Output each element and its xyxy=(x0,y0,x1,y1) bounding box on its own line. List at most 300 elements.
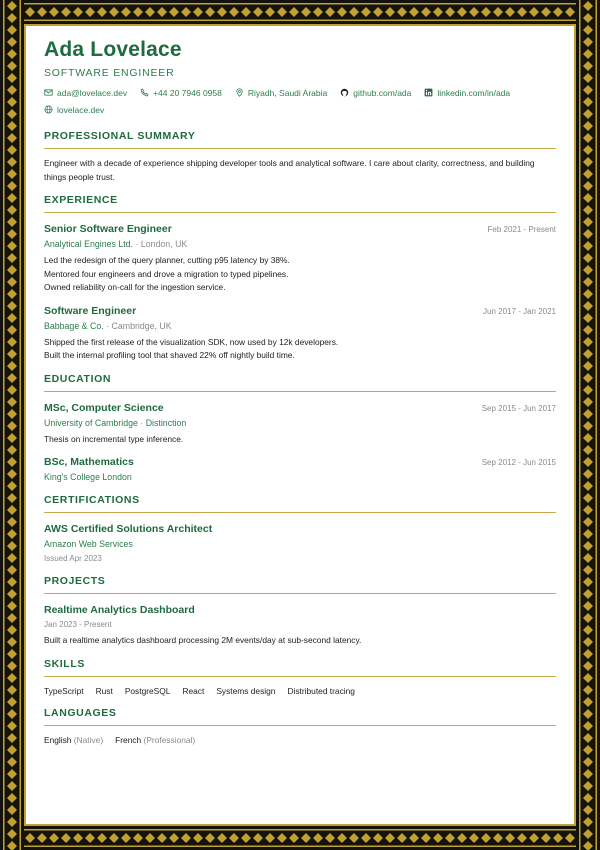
border-diamond xyxy=(121,833,131,843)
border-diamond xyxy=(169,833,179,843)
border-diamond xyxy=(583,457,593,467)
border-diamond xyxy=(301,833,311,843)
border-diamond xyxy=(583,241,593,251)
border-diamond xyxy=(277,7,287,17)
border-diamond xyxy=(529,833,539,843)
degree-note: Thesis on incremental type inference. xyxy=(44,433,184,444)
location-pin-icon xyxy=(235,88,244,97)
border-diamond xyxy=(541,7,551,17)
skill-item: PostgreSQL xyxy=(124,685,171,696)
border-diamond xyxy=(583,517,593,527)
section-title-education: EDUCATION xyxy=(44,373,556,392)
border-diamond xyxy=(229,7,239,17)
border-diamond xyxy=(583,493,593,503)
border-diamond xyxy=(7,793,17,803)
border-diamond xyxy=(583,133,593,143)
contact-phone-text: +44 20 7946 0958 xyxy=(153,87,222,98)
border-diamond xyxy=(493,833,503,843)
summary-text: Engineer with a decade of experience shipping developer tools and analytical software. I care about clarity, correctness, and building things people trust. xyxy=(44,158,535,182)
border-diamond xyxy=(7,229,17,239)
border-diamond xyxy=(583,433,593,443)
border-diamond xyxy=(157,833,167,843)
border-diamond xyxy=(583,421,593,431)
project-description-block xyxy=(44,634,556,648)
language-item xyxy=(44,734,103,746)
border-diamond xyxy=(337,833,347,843)
entry-header xyxy=(44,304,556,318)
border-diamond xyxy=(583,769,593,779)
border-diamond xyxy=(7,97,17,107)
border-diamond xyxy=(517,7,527,17)
diamond-pattern-left xyxy=(0,0,24,850)
section-education xyxy=(44,373,556,485)
language-level: (Native) xyxy=(73,734,104,745)
separator-dot: · xyxy=(137,417,146,428)
border-diamond xyxy=(253,833,263,843)
border-diamond xyxy=(583,841,593,850)
section-title-certifications: CERTIFICATIONS xyxy=(44,494,556,513)
border-diamond xyxy=(7,613,17,623)
border-diamond xyxy=(97,833,107,843)
border-diamond xyxy=(49,7,59,17)
border-diamond xyxy=(73,833,83,843)
border-diamond xyxy=(583,781,593,791)
border-diamond xyxy=(583,805,593,815)
contact-github[interactable] xyxy=(340,86,411,99)
contact-location-text: Riyadh, Saudi Arabia xyxy=(247,87,328,98)
border-diamond xyxy=(583,817,593,827)
border-diamond xyxy=(469,7,479,17)
border-diamond xyxy=(373,7,383,17)
border-diamond xyxy=(7,157,17,167)
border-diamond xyxy=(7,697,17,707)
education-entry xyxy=(44,455,556,484)
job-highlight: Owned reliability on-call for the ingestion service. xyxy=(44,282,226,292)
border-diamond xyxy=(7,73,17,83)
border-diamond xyxy=(565,7,575,17)
border-diamond xyxy=(583,301,593,311)
border-diamond xyxy=(583,757,593,767)
border-diamond xyxy=(193,833,203,843)
entry-header xyxy=(44,455,556,469)
border-diamond xyxy=(265,7,275,17)
border-diamond xyxy=(7,637,17,647)
border-diamond xyxy=(7,517,17,527)
section-projects xyxy=(44,575,556,648)
border-diamond xyxy=(7,409,17,419)
border-diamond xyxy=(7,649,17,659)
border-diamond xyxy=(445,833,455,843)
border-diamond xyxy=(7,481,17,491)
border-diamond xyxy=(583,337,593,347)
skill-item: React xyxy=(182,685,205,696)
contact-email-text: ada@lovelace.dev xyxy=(57,87,128,98)
section-experience xyxy=(44,194,556,363)
border-diamond xyxy=(205,7,215,17)
border-diamond xyxy=(7,397,17,407)
job-highlights xyxy=(44,254,556,295)
border-diamond xyxy=(61,7,71,17)
border-diamond xyxy=(397,7,407,17)
diamond-pattern-right xyxy=(576,0,600,850)
border-diamond xyxy=(583,685,593,695)
project-description: Built a realtime analytics dashboard processing 2M events/day at sub-second latency. xyxy=(44,635,362,645)
border-diamond xyxy=(7,841,17,850)
border-diamond xyxy=(7,457,17,467)
job-location: Cambridge, UK xyxy=(111,320,172,331)
section-title-summary: PROFESSIONAL SUMMARY xyxy=(44,130,556,149)
border-diamond xyxy=(325,7,335,17)
border-diamond xyxy=(7,673,17,683)
border-diamond xyxy=(583,97,593,107)
border-diamond xyxy=(7,37,17,47)
contact-linkedin-text: linkedin.com/in/ada xyxy=(437,87,511,98)
border-diamond xyxy=(7,529,17,539)
separator-dot: · xyxy=(133,239,141,249)
section-certifications xyxy=(44,494,556,565)
border-diamond xyxy=(373,833,383,843)
job-title: Software Engineer xyxy=(44,304,137,317)
border-diamond xyxy=(7,313,17,323)
border-diamond xyxy=(583,109,593,119)
border-diamond xyxy=(457,7,467,17)
border-diamond xyxy=(583,193,593,203)
skill-item: Systems design xyxy=(216,685,276,696)
border-diamond xyxy=(7,145,17,155)
language-name: French xyxy=(115,734,142,745)
border-diamond xyxy=(121,7,131,17)
border-diamond xyxy=(7,757,17,767)
border-diamond xyxy=(25,7,35,17)
border-diamond xyxy=(583,25,593,35)
contact-list xyxy=(44,86,556,116)
border-diamond xyxy=(7,433,17,443)
border-diamond xyxy=(7,25,17,35)
border-diamond xyxy=(583,1,593,11)
border-diamond xyxy=(181,833,191,843)
contact-website[interactable] xyxy=(44,103,104,116)
degree-date: Sep 2015 - Jun 2017 xyxy=(481,403,556,413)
border-diamond xyxy=(7,445,17,455)
skill-item: TypeScript xyxy=(44,685,84,696)
border-diamond xyxy=(517,833,527,843)
border-band-bottom xyxy=(0,826,600,850)
border-diamond xyxy=(7,289,17,299)
job-company-line xyxy=(44,237,556,251)
contact-email[interactable] xyxy=(44,86,127,99)
border-diamond xyxy=(583,577,593,587)
border-diamond xyxy=(493,7,503,17)
border-diamond xyxy=(7,805,17,815)
border-diamond xyxy=(583,721,593,731)
border-diamond xyxy=(583,409,593,419)
border-diamond xyxy=(25,833,35,843)
border-diamond xyxy=(583,709,593,719)
border-diamond xyxy=(313,833,323,843)
border-diamond xyxy=(97,7,107,17)
border-diamond xyxy=(583,169,593,179)
border-diamond xyxy=(109,7,119,17)
language-name: English xyxy=(44,734,72,745)
project-date: Jan 2023 - Present xyxy=(44,620,112,629)
border-diamond xyxy=(7,1,17,11)
border-diamond xyxy=(565,833,575,843)
contact-linkedin[interactable] xyxy=(424,86,510,99)
border-diamond xyxy=(7,205,17,215)
candidate-role: SOFTWARE ENGINEER xyxy=(44,67,175,79)
border-diamond xyxy=(241,7,251,17)
border-diamond xyxy=(73,7,83,17)
border-diamond xyxy=(7,469,17,479)
border-diamond xyxy=(583,505,593,515)
border-diamond xyxy=(7,829,17,839)
entry-header xyxy=(44,401,556,415)
border-diamond xyxy=(49,833,59,843)
border-diamond xyxy=(583,217,593,227)
section-title-skills: SKILLS xyxy=(44,658,556,677)
border-diamond xyxy=(7,181,17,191)
border-diamond xyxy=(409,7,419,17)
border-diamond xyxy=(583,121,593,131)
border-diamond xyxy=(109,833,119,843)
border-diamond xyxy=(7,553,17,563)
border-diamond xyxy=(7,385,17,395)
border-diamond xyxy=(7,577,17,587)
border-diamond xyxy=(7,361,17,371)
certification-title: AWS Certified Solutions Architect xyxy=(44,523,213,535)
border-diamond xyxy=(505,833,515,843)
border-diamond xyxy=(7,685,17,695)
section-title-languages: LANGUAGES xyxy=(44,707,556,726)
experience-entry xyxy=(44,222,556,295)
job-highlight: Led the redesign of the query planner, cutting p95 latency by 38%. xyxy=(44,255,290,265)
border-diamond xyxy=(409,833,419,843)
border-diamond xyxy=(7,241,17,251)
border-diamond xyxy=(583,181,593,191)
border-diamond xyxy=(7,817,17,827)
border-diamond xyxy=(583,589,593,599)
degree-school: King's College London xyxy=(44,472,132,482)
section-title-experience: EXPERIENCE xyxy=(44,194,556,213)
contact-phone[interactable] xyxy=(140,86,222,99)
border-diamond xyxy=(385,833,395,843)
border-diamond xyxy=(583,277,593,287)
border-diamond xyxy=(583,85,593,95)
resume-content xyxy=(44,38,556,746)
border-diamond xyxy=(7,421,17,431)
border-diamond xyxy=(7,373,17,383)
border-diamond xyxy=(583,661,593,671)
border-diamond xyxy=(7,709,17,719)
certification-entry xyxy=(44,522,556,565)
border-diamond xyxy=(7,601,17,611)
border-diamond xyxy=(7,253,17,263)
border-diamond xyxy=(583,553,593,563)
experience-entry xyxy=(44,304,556,363)
border-diamond xyxy=(7,121,17,131)
diamond-pattern-bottom xyxy=(0,826,600,850)
border-diamond xyxy=(241,833,251,843)
border-diamond xyxy=(583,265,593,275)
border-diamond xyxy=(583,229,593,239)
degree-school: University of Cambridge xyxy=(44,417,138,428)
border-diamond xyxy=(583,289,593,299)
degree-school-line xyxy=(44,470,556,484)
border-diamond xyxy=(553,7,563,17)
border-diamond xyxy=(583,529,593,539)
border-diamond xyxy=(583,313,593,323)
border-diamond xyxy=(7,325,17,335)
border-diamond xyxy=(217,7,227,17)
border-diamond xyxy=(583,613,593,623)
border-diamond xyxy=(37,833,47,843)
border-diamond xyxy=(457,833,467,843)
language-item xyxy=(115,734,195,746)
border-diamond xyxy=(481,833,491,843)
border-diamond xyxy=(583,625,593,635)
github-icon xyxy=(340,88,349,97)
contact-github-text: github.com/ada xyxy=(353,87,412,98)
degree-school-line xyxy=(44,416,556,430)
border-diamond xyxy=(349,7,359,17)
skill-item: Rust xyxy=(95,685,113,696)
border-diamond xyxy=(7,505,17,515)
border-diamond xyxy=(469,833,479,843)
border-diamond xyxy=(193,7,203,17)
border-diamond xyxy=(385,7,395,17)
resume-page xyxy=(26,26,574,824)
border-diamond xyxy=(7,589,17,599)
job-highlights xyxy=(44,336,556,363)
certification-issued-date: Issued Apr 2023 xyxy=(44,554,102,563)
border-diamond xyxy=(7,193,17,203)
border-diamond xyxy=(7,745,17,755)
border-diamond xyxy=(421,833,431,843)
degree-date: Sep 2012 - Jun 2015 xyxy=(481,458,556,467)
border-diamond xyxy=(7,625,17,635)
border-diamond xyxy=(7,85,17,95)
job-highlight: Shipped the first release of the visualization SDK, now used by 12k developers. xyxy=(44,336,339,347)
border-diamond xyxy=(583,61,593,71)
border-diamond xyxy=(325,833,335,843)
border-diamond xyxy=(583,445,593,455)
border-diamond xyxy=(349,833,359,843)
border-diamond xyxy=(7,733,17,743)
phone-icon xyxy=(140,88,149,97)
border-diamond xyxy=(7,349,17,359)
border-diamond xyxy=(583,793,593,803)
border-diamond xyxy=(145,833,155,843)
border-diamond xyxy=(541,833,551,843)
border-diamond xyxy=(583,469,593,479)
border-diamond xyxy=(583,349,593,359)
job-company-line xyxy=(44,319,556,333)
border-diamond xyxy=(583,205,593,215)
border-diamond xyxy=(583,373,593,383)
border-diamond xyxy=(205,833,215,843)
border-diamond xyxy=(7,13,17,23)
border-diamond xyxy=(7,781,17,791)
border-diamond xyxy=(7,133,17,143)
border-diamond xyxy=(583,637,593,647)
border-diamond xyxy=(145,7,155,17)
degree-title: BSc, Mathematics xyxy=(44,456,134,468)
border-diamond xyxy=(265,833,275,843)
job-title: Senior Software Engineer xyxy=(44,223,172,235)
border-diamond xyxy=(445,7,455,17)
border-diamond xyxy=(583,745,593,755)
border-diamond xyxy=(583,649,593,659)
border-diamond xyxy=(505,7,515,17)
job-date: Feb 2021 - Present xyxy=(487,225,556,234)
border-diamond xyxy=(7,565,17,575)
border-diamond xyxy=(583,13,593,23)
degree-honors: Distinction xyxy=(145,417,187,428)
border-diamond xyxy=(361,833,371,843)
section-summary xyxy=(44,130,556,184)
border-diamond xyxy=(277,833,287,843)
section-skills xyxy=(44,658,556,697)
border-diamond xyxy=(583,49,593,59)
border-diamond xyxy=(289,7,299,17)
job-company: Analytical Engines Ltd. xyxy=(44,239,133,249)
border-diamond xyxy=(181,7,191,17)
border-diamond xyxy=(7,337,17,347)
border-diamond xyxy=(583,673,593,683)
border-diamond xyxy=(7,493,17,503)
border-diamond xyxy=(421,7,431,17)
border-diamond xyxy=(7,301,17,311)
job-highlight: Built the internal profiling tool that shaved 22% off nightly build time. xyxy=(44,350,295,360)
border-diamond xyxy=(361,7,371,17)
border-diamond xyxy=(85,833,95,843)
border-diamond xyxy=(7,109,17,119)
job-highlight: Mentored four engineers and drove a migration to typed pipelines. xyxy=(44,268,289,279)
border-diamond xyxy=(133,7,143,17)
skill-item: Distributed tracing xyxy=(287,685,355,696)
linkedin-icon xyxy=(424,88,433,97)
job-company: Babbage & Co. xyxy=(44,320,104,331)
border-diamond xyxy=(7,265,17,275)
border-diamond xyxy=(169,7,179,17)
border-diamond xyxy=(7,61,17,71)
entry-header xyxy=(44,222,556,236)
border-diamond xyxy=(7,661,17,671)
separator-dot: · xyxy=(103,320,112,331)
language-level: (Professional) xyxy=(143,734,196,745)
border-diamond xyxy=(583,733,593,743)
border-band-left xyxy=(0,0,24,850)
education-entry xyxy=(44,401,556,447)
border-diamond xyxy=(583,829,593,839)
border-diamond xyxy=(583,385,593,395)
border-diamond xyxy=(583,73,593,83)
section-languages xyxy=(44,707,556,746)
project-title: Realtime Analytics Dashboard xyxy=(44,604,195,616)
border-diamond xyxy=(61,833,71,843)
border-diamond xyxy=(433,833,443,843)
contact-website-text: lovelace.dev xyxy=(57,104,105,115)
border-diamond xyxy=(7,721,17,731)
degree-title: MSc, Computer Science xyxy=(44,401,164,414)
border-diamond xyxy=(481,7,491,17)
border-diamond xyxy=(583,601,593,611)
border-diamond xyxy=(313,7,323,17)
degree-notes xyxy=(44,433,556,447)
contact-location xyxy=(235,86,327,99)
border-diamond xyxy=(7,49,17,59)
diamond-pattern-top xyxy=(0,0,600,24)
